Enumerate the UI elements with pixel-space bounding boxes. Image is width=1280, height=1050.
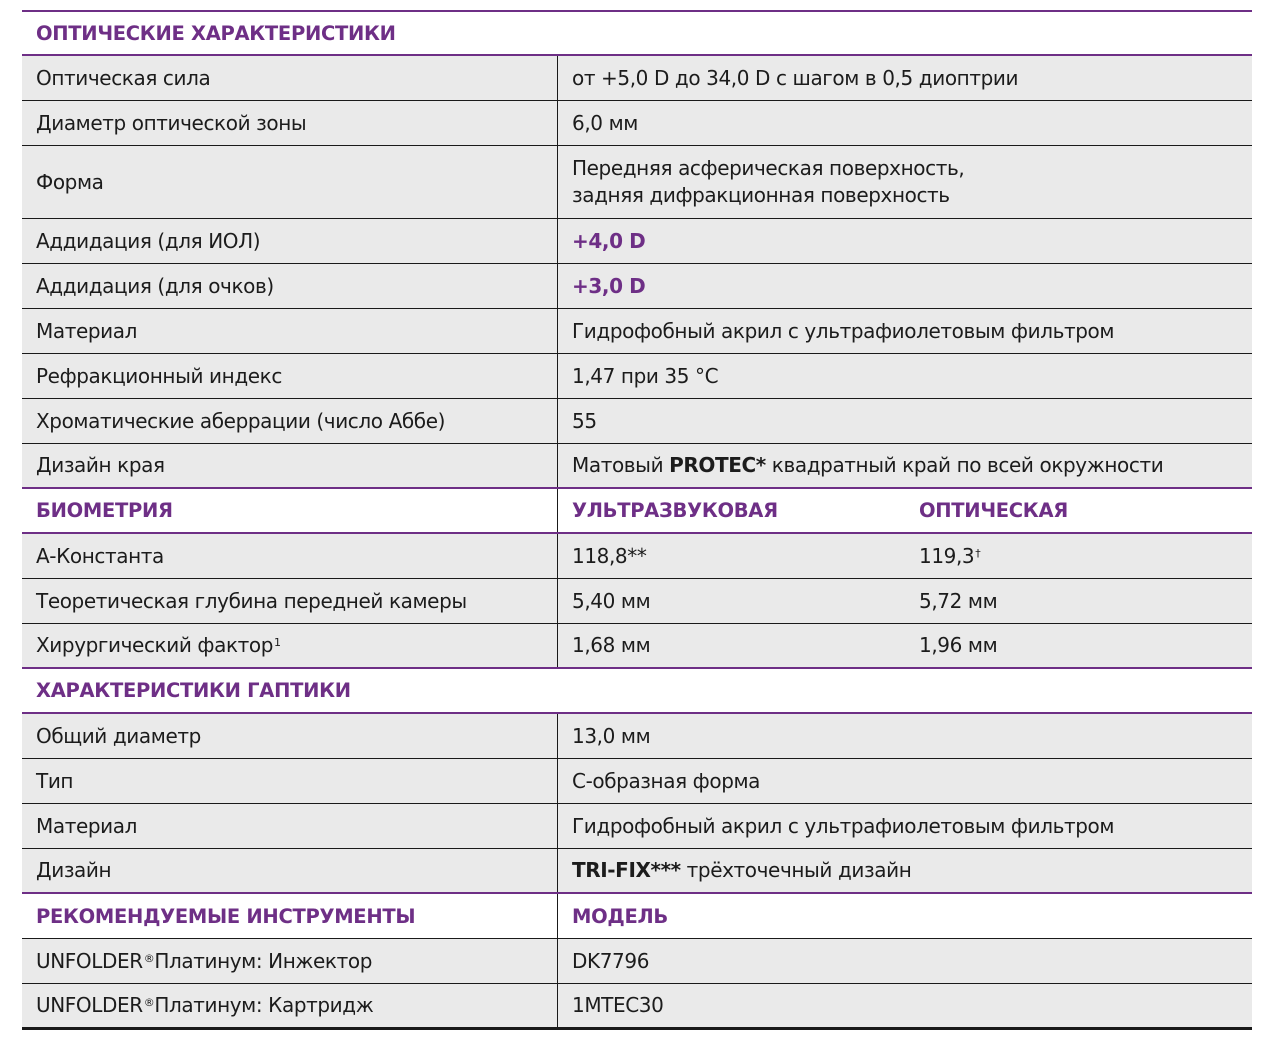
table-row (22, 264, 1252, 309)
injector-label: Платинум: Инжектор (154, 948, 372, 973)
row-label: Тип (22, 759, 558, 803)
table-row (22, 984, 1252, 1030)
row-value-highlight: +3,0 D (572, 273, 646, 298)
edge-value-post: квадратный край по всей окружности (765, 453, 1164, 477)
row-label (22, 984, 558, 1027)
registered-mark: ® (143, 951, 155, 965)
row-label: Материал (22, 804, 558, 848)
table-row (22, 101, 1252, 146)
table-row (22, 579, 1252, 624)
row-value-ultrasound: 118,8** (572, 543, 647, 568)
row-label: А-Константа (22, 534, 558, 578)
row-value: от +5,0 D до 34,0 D с шагом в 0,5 диоптрии (572, 65, 1019, 90)
table-row (22, 146, 1252, 219)
row-label: Теоретическая глубина передней камеры (22, 579, 558, 623)
table-row (22, 56, 1252, 101)
unfolder-brand: UNFOLDER (36, 993, 143, 1017)
row-label: Оптическая сила (22, 56, 558, 100)
row-label: Дизайн края (22, 444, 558, 487)
table-row (22, 219, 1252, 264)
edge-brand: PROTEC* (669, 453, 766, 477)
column-header-ultrasound: УЛЬТРАЗВУКОВАЯ (572, 499, 778, 522)
table-row (22, 759, 1252, 804)
specifications-table (22, 10, 1252, 1030)
section-header-haptics (22, 669, 1252, 714)
row-value: 6,0 мм (572, 110, 638, 135)
row-label: Аддидация (для ИОЛ) (22, 219, 558, 263)
footnote-mark: 1 (274, 636, 281, 649)
row-value (558, 857, 1252, 884)
section-title-biometry: БИОМЕТРИЯ (22, 489, 558, 532)
row-label: Форма (22, 146, 558, 218)
row-label: Дизайн (22, 849, 558, 892)
form-value-line2: задняя дифракционная поверхность (572, 183, 950, 207)
row-value-optical: 5,72 мм (919, 588, 998, 613)
row-value-model: 1MTEC30 (572, 993, 664, 1017)
row-value (558, 155, 1252, 209)
row-value-highlight: +4,0 D (572, 228, 646, 253)
a-const-optical: 119,3 (919, 543, 975, 568)
column-header-model: МОДЕЛЬ (572, 904, 668, 928)
row-label: Диаметр оптической зоны (22, 101, 558, 145)
row-label (22, 939, 558, 983)
table-row (22, 849, 1252, 894)
row-label: Материал (22, 309, 558, 353)
table-row (22, 309, 1252, 354)
row-label (22, 624, 558, 667)
table-row (22, 534, 1252, 579)
section-header-instruments (22, 894, 1252, 939)
row-value-optical (905, 543, 1252, 570)
row-value: Гидрофобный акрил с ультрафиолетовым фильтром (572, 813, 1115, 838)
design-value-post: трёхточечный дизайн (680, 858, 912, 882)
table-row (22, 804, 1252, 849)
surgeon-factor-label: Хирургический фактор (36, 633, 274, 657)
section-title-instruments: РЕКОМЕНДУЕМЫЕ ИНСТРУМЕНТЫ (22, 894, 558, 938)
row-value: С-образная форма (572, 768, 761, 793)
row-value-optical: 1,96 мм (919, 633, 998, 657)
row-value-model: DK7796 (572, 948, 650, 973)
table-row (22, 624, 1252, 669)
row-value (558, 452, 1252, 479)
column-header-optical: ОПТИЧЕСКАЯ (919, 499, 1068, 522)
dagger-footnote-mark: † (975, 546, 981, 560)
section-title-haptics: ХАРАКТЕРИСТИКИ ГАПТИКИ (36, 679, 351, 702)
table-row (22, 354, 1252, 399)
cartridge-label: Платинум: Картридж (154, 993, 374, 1017)
trifix-brand: TRI-FIX*** (572, 858, 681, 882)
row-value: 1,47 при 35 °C (572, 363, 719, 388)
section-header-optical (22, 12, 1252, 56)
row-label: Аддидация (для очков) (22, 264, 558, 308)
table-row (22, 714, 1252, 759)
row-value-ultrasound: 5,40 мм (572, 588, 651, 613)
row-label: Рефракционный индекс (22, 354, 558, 398)
form-value-line1: Передняя асферическая поверхность, (572, 156, 965, 180)
registered-mark: ® (143, 996, 155, 1009)
row-value: 55 (572, 408, 597, 433)
table-row (22, 399, 1252, 444)
section-header-biometry (22, 489, 1252, 534)
row-label: Общий диаметр (22, 714, 558, 758)
row-value-ultrasound: 1,68 мм (572, 633, 651, 657)
table-row (22, 444, 1252, 489)
unfolder-brand: UNFOLDER (36, 948, 143, 973)
row-label: Хроматические аберрации (число Аббе) (22, 399, 558, 443)
edge-value-pre: Матовый (572, 453, 670, 477)
section-title-optical: ОПТИЧЕСКИЕ ХАРАКТЕРИСТИКИ (36, 21, 396, 45)
table-row (22, 939, 1252, 984)
row-value: 13,0 мм (572, 723, 651, 748)
row-value: Гидрофобный акрил с ультрафиолетовым фильтром (572, 318, 1115, 343)
